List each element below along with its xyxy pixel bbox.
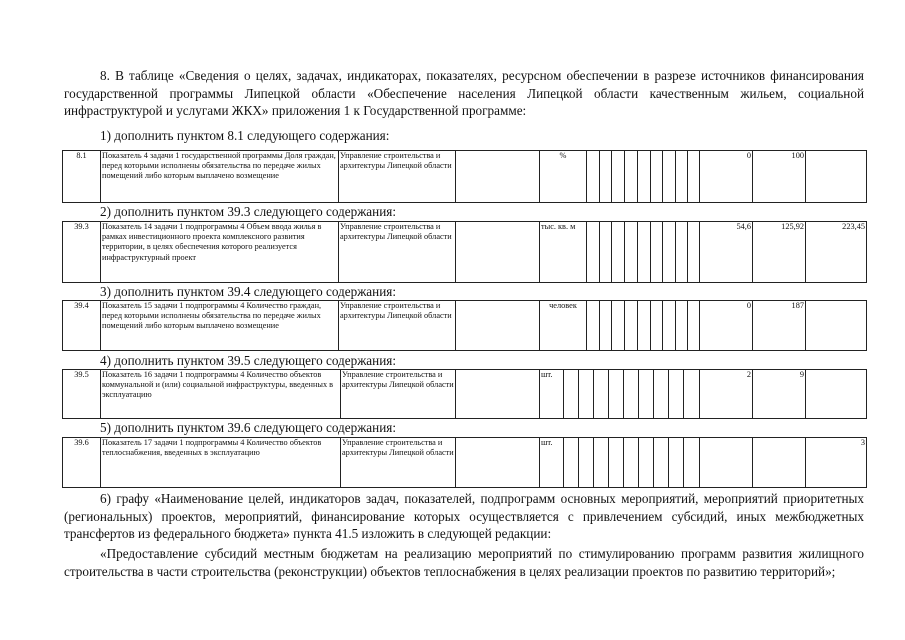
responsible-org: Управление строительства и архитектуры Липецкой области xyxy=(341,438,456,488)
paragraph-6: 6) графу «Наименование целей, индикаторов задач, показателей, подпрограмм основных мероприятий, мероприятий приоритетных (региональных) проектов, мероприятий, финансирование которых осуществляется с привлечением субсидий, иных межбюджетных трансфертов из федерального бюджета» пункта 41.5 изложить в следующей редакции: xyxy=(64,491,864,541)
section-heading-39-4: 3) дополнить пунктом 39.4 следующего содержания: xyxy=(100,284,397,299)
quote-paragraph: «Предоставление субсидий местным бюджетам на реализацию мероприятий по стимулированию программ развития жилищного строительства в части строительства (реконструкции) объектов теплоснабжения в целях реализации проектов по развитию территорий»; xyxy=(64,546,864,579)
row-number: 39.4 xyxy=(63,301,101,351)
value-cell xyxy=(564,370,579,419)
value-cell: 0 xyxy=(700,301,753,351)
value-cell xyxy=(609,370,624,419)
value-cell: 0 xyxy=(700,151,753,203)
unit-cell: шт. xyxy=(540,438,564,488)
funding-source xyxy=(456,301,540,351)
value-cell xyxy=(587,222,600,283)
value-cell xyxy=(654,370,669,419)
funding-source xyxy=(456,151,540,203)
value-cell xyxy=(688,222,700,283)
row-number: 39.6 xyxy=(63,438,101,488)
value-cell xyxy=(676,301,688,351)
value-cell xyxy=(806,370,867,419)
responsible-org: Управление строительства и архитектуры Липецкой области xyxy=(341,370,456,419)
row-number: 39.5 xyxy=(63,370,101,419)
value-cell xyxy=(654,438,669,488)
value-cell xyxy=(669,370,684,419)
value-cell xyxy=(625,222,638,283)
section-heading-39-5: 4) дополнить пунктом 39.5 следующего содержания: xyxy=(100,353,397,368)
value-cell xyxy=(651,222,663,283)
value-cell xyxy=(676,222,688,283)
indicator-name: Показатель 17 задачи 1 подпрограммы 4 Количество объектов теплоснабжения, введенных в эксплуатацию xyxy=(101,438,341,488)
value-cell xyxy=(651,151,663,203)
value-cell xyxy=(600,301,612,351)
table-row-8-1 xyxy=(62,150,867,203)
value-cell xyxy=(663,222,676,283)
value-cell xyxy=(625,301,638,351)
section-heading-39-3: 2) дополнить пунктом 39.3 следующего содержания: xyxy=(100,204,397,219)
row-number: 39.3 xyxy=(63,222,101,283)
value-cell: 187 xyxy=(753,301,806,351)
indicator-name: Показатель 16 задачи 1 подпрограммы 4 Количество объектов коммунальной и (или) социальной инфраструктуры, введенных в эксплуатацию xyxy=(101,370,341,419)
indicator-name: Показатель 4 задачи 1 государственной программы Доля граждан, перед которыми исполнены обязательства по передаче жилых помещений либо которым выплачено возмещение xyxy=(101,151,339,203)
table-row-39-6 xyxy=(62,437,867,488)
value-cell xyxy=(587,301,600,351)
funding-source xyxy=(456,370,540,419)
value-cell xyxy=(609,438,624,488)
value-cell xyxy=(638,151,651,203)
value-cell xyxy=(806,301,867,351)
value-cell xyxy=(651,301,663,351)
funding-source xyxy=(456,222,540,283)
value-cell xyxy=(639,438,654,488)
value-cell: 125,92 xyxy=(753,222,806,283)
value-cell xyxy=(639,370,654,419)
value-cell xyxy=(579,438,594,488)
value-cell xyxy=(638,222,651,283)
value-cell xyxy=(684,438,700,488)
value-cell xyxy=(600,151,612,203)
unit-cell: человек xyxy=(540,301,587,351)
value-cell xyxy=(638,301,651,351)
section-heading-39-6: 5) дополнить пунктом 39.6 следующего содержания: xyxy=(100,420,397,435)
value-cell xyxy=(612,301,625,351)
value-cell xyxy=(663,151,676,203)
responsible-org: Управление строительства и архитектуры Липецкой области xyxy=(339,301,456,351)
value-cell xyxy=(625,151,638,203)
value-cell xyxy=(806,151,867,203)
value-cell xyxy=(587,151,600,203)
value-cell xyxy=(669,438,684,488)
section-heading-8-1: 1) дополнить пунктом 8.1 следующего содержания: xyxy=(100,128,390,143)
value-cell: 2 xyxy=(700,370,753,419)
intro-paragraph: 8. В таблице «Сведения о целях, задачах, индикаторах, показателях, ресурсном обеспечении в разрезе источников финансирования государственной программы Липецкой области «Обеспечение населения Липецкой области качественным жильем, социальной инфраструктурой и услугами ЖКХ» приложения 1 к Государственной программе: xyxy=(64,68,864,118)
value-cell xyxy=(612,222,625,283)
row-number: 8.1 xyxy=(63,151,101,203)
table-row-39-3 xyxy=(62,221,867,283)
value-cell: 223,45 xyxy=(806,222,867,283)
value-cell: 54,6 xyxy=(700,222,753,283)
value-cell xyxy=(594,370,609,419)
unit-cell: шт. xyxy=(540,370,564,419)
value-cell xyxy=(684,370,700,419)
value-cell: 100 xyxy=(753,151,806,203)
value-cell xyxy=(594,438,609,488)
responsible-org: Управление строительства и архитектуры Липецкой области xyxy=(339,222,456,283)
table-row-39-4 xyxy=(62,300,867,351)
indicator-name: Показатель 15 задачи 1 подпрограммы 4 Количество граждан, перед которыми исполнены обязательства по передаче жилых помещений либо которым выплачено возмещение xyxy=(101,301,339,351)
value-cell xyxy=(688,301,700,351)
value-cell xyxy=(624,438,639,488)
responsible-org: Управление строительства и архитектуры Липецкой области xyxy=(339,151,456,203)
value-cell xyxy=(688,151,700,203)
funding-source xyxy=(456,438,540,488)
value-cell xyxy=(663,301,676,351)
value-cell: 9 xyxy=(753,370,806,419)
value-cell xyxy=(579,370,594,419)
value-cell xyxy=(600,222,612,283)
value-cell xyxy=(624,370,639,419)
value-cell xyxy=(753,438,806,488)
value-cell xyxy=(676,151,688,203)
value-cell: 3 xyxy=(806,438,867,488)
unit-cell: % xyxy=(540,151,587,203)
unit-cell: тыс. кв. м xyxy=(540,222,587,283)
value-cell xyxy=(564,438,579,488)
table-row-39-5 xyxy=(62,369,867,419)
indicator-name: Показатель 14 задачи 1 подпрограммы 4 Объем ввода жилья в рамках инвестиционного проекта комплексного развития территории, в целях обеспечения которого реализуется инфраструктурный проект xyxy=(101,222,339,283)
value-cell xyxy=(700,438,753,488)
value-cell xyxy=(612,151,625,203)
